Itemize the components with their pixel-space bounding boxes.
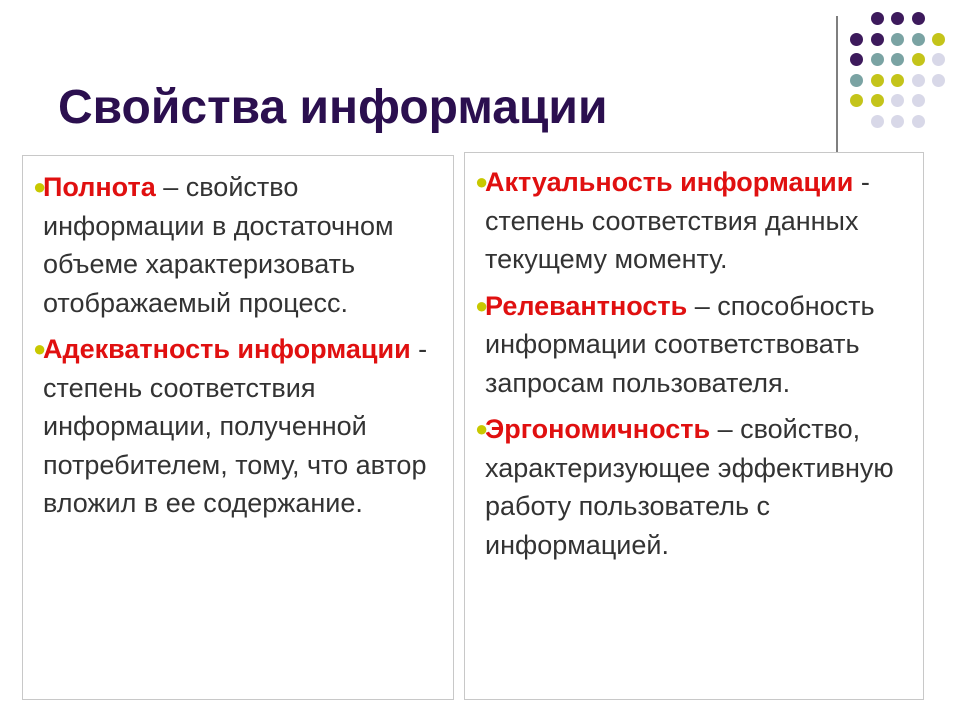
decorative-dot [932,74,945,87]
term-label: Релевантность [485,290,688,321]
term-label: Эргономичность [485,414,711,444]
decorative-dot [891,12,904,25]
decorative-dot [912,12,925,25]
decorative-dot [912,115,925,128]
decorative-dot [912,33,925,46]
bullet-icon: ● [475,292,489,318]
left-content-box [22,155,454,700]
decorative-dot [912,53,925,66]
term-description: – способность информации соответствовать запросам пользователя. [485,290,875,398]
bullet-icon: ● [475,169,489,194]
list-item [33,330,453,523]
term-description: – свойство, характеризующее эффективную работу пользователь с информацией. [485,414,894,560]
bullet-icon: ● [33,174,47,199]
term-label: Актуальность информации [485,167,854,197]
decorative-dot [912,94,925,107]
decorative-dot [912,74,925,87]
slide-title: Свойства информации [58,81,608,134]
list-item [475,163,923,279]
decorative-dot [932,53,945,66]
bullet-icon: ● [475,416,489,441]
decorative-dot [891,115,904,128]
decorative-dot [891,94,904,107]
decorative-dot [891,33,904,46]
term-description: - степень соответствия информации, полученной потребителем, тому, что автор вложил в ее содержание. [43,334,428,518]
bullet-icon: ● [33,336,47,361]
list-item [475,410,923,564]
decorative-dot [850,33,863,46]
decorative-dot [871,115,884,128]
decorative-dot [871,94,884,107]
term-label: Адекватность информации [43,334,411,364]
decorative-dot [871,53,884,66]
decorative-dot [850,74,863,87]
decorative-dot [850,53,863,66]
list-item [475,287,923,403]
decorative-dot [871,12,884,25]
decorative-dot [932,33,945,46]
term-label: Полнота [43,172,156,202]
decorative-dot-grid [850,12,950,152]
decorative-dot [891,53,904,66]
term-description: – свойство информации в достаточном объеме характеризовать отображаемый процесс. [43,172,394,318]
term-description: - степень соответствия данных текущему моменту. [485,167,870,274]
decorative-dot [871,33,884,46]
decorative-dot [891,74,904,87]
decorative-dot [850,94,863,107]
decorative-dot [871,74,884,87]
list-item [33,168,453,322]
right-content-box [464,152,924,700]
